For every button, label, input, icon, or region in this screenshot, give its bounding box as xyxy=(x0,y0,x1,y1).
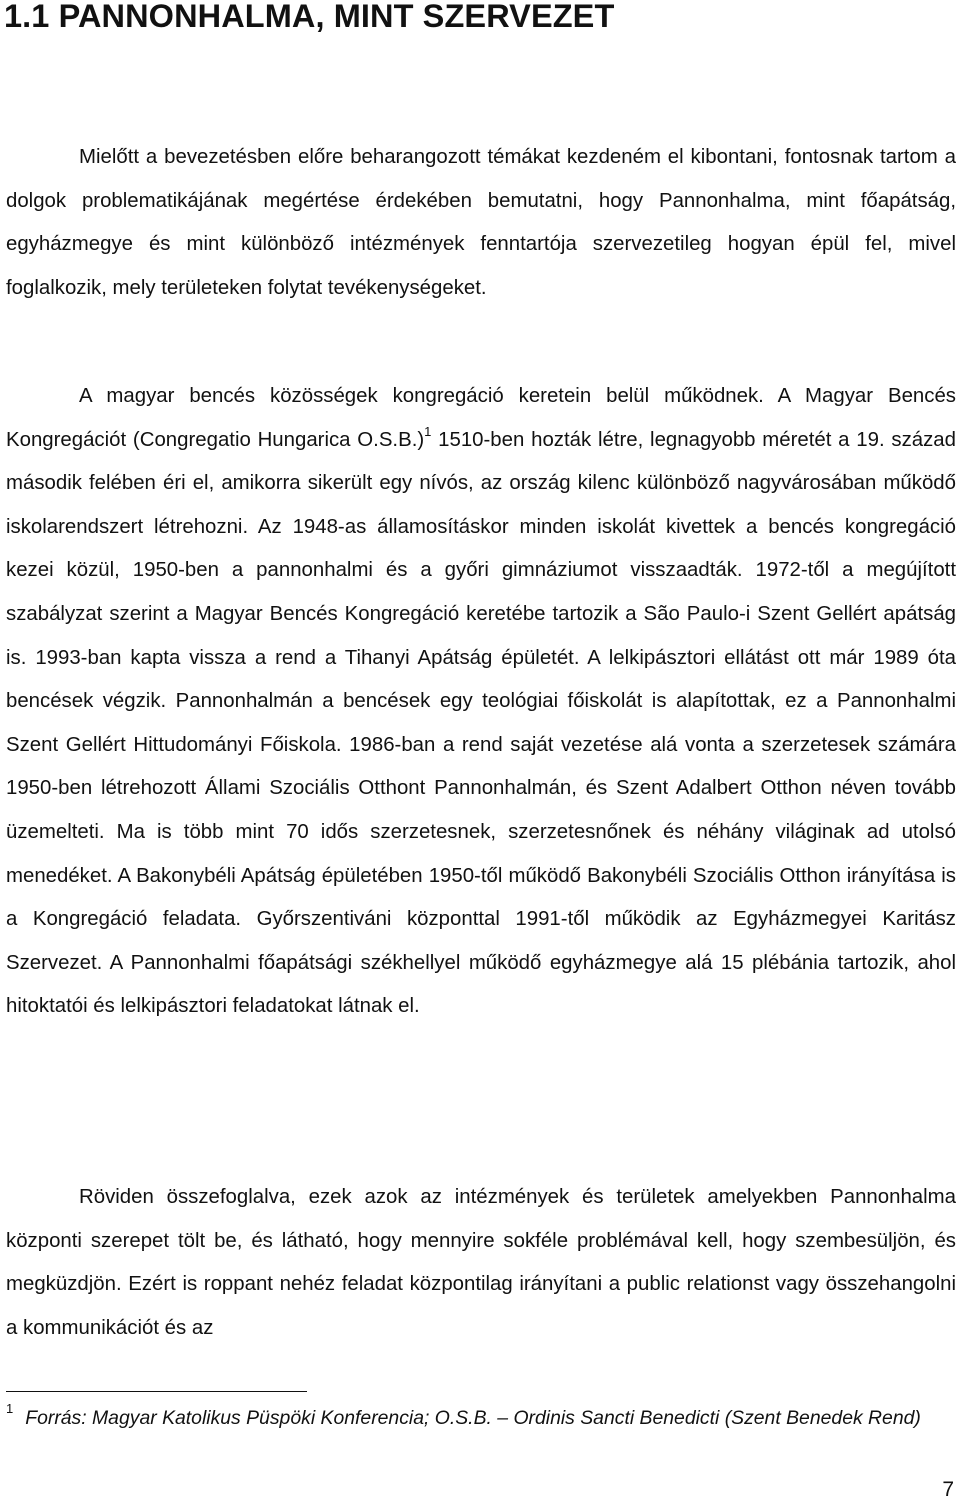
paragraph-congregation-part1: A magyar bencés közösségek kongregáció keretein belül működnek. A Magyar Bencés Kongregációt (Congregatio Hungarica O.S.B.) xyxy=(6,385,956,451)
paragraph-summary: Röviden összefoglalva, ezek azok az intézmények és területek amelyekben Pannonhalma központi szerepet tölt be, és látható, hogy mennyire sokféle problémával kell, hogy szembesüljön, és megküzdjön. Ezért is roppant nehéz feladat központilag irányítani a public relationst vagy összehangolni a kommunikációt és az xyxy=(6,1186,956,1339)
section-heading: 1.1 PANNONHALMA, MINT SZERVEZET xyxy=(4,0,615,34)
paragraph-congregation-part2: 1510-ben hozták létre, legnagyobb méretét a 19. század második felében éri el, amikorra sikerült egy nívós, az ország kilenc különböző nagyvárosában működő iskolarendszert létrehozni. Az 1948-as államosításkor minden iskolát kivettek a bencés kongregáció kezei közül, 1950-ben a pannonhalmi és a győri gimnáziumot visszaadták. 1972-től a megújított szabályzat szerint a Magyar Bencés Kongregáció keretébe tartozik a São Paulo-i Szent Gellért apátság is. 1993-ban kapta vissza a rend a Tihanyi Apátság épületét. A lelkipásztori ellátást ott már 1989 óta bencések végzik. Pannonhalmán a bencések egy teológiai főiskolát is alapítottak, ez a Pannonhalmi Szent Gellért Hittudományi Főiskola. 1986-ban a rend saját vezetése alá vonta a szerzetesek számára 1950-ben létrehozott Állami Szociális Otthont Pannonhalmán, és Szent Adalbert Otthon néven tovább üzemelteti. Ma is több mint 70 idős szerzetesnek, szerzetesnőnek és néhány világinak ad utolsó menedéket. A Bakonybéli Apátság épületében 1950-től működő Bakonybéli Szociális Otthon irányítása is a Kongregáció feladata. Győrszentiváni központtal 1991-től működik az Egyházmegyei Karitász Szervezet. A Pannonhalmi főapátsági székhellyel működő egyházmegye alá 15 plébánia tartozik, ahol hitoktatói és lelkipásztori feladatokat látnak el. xyxy=(6,428,956,1018)
footnote xyxy=(6,1400,956,1432)
footnote-text: Forrás: Magyar Katolikus Püspöki Konferencia; O.S.B. – Ordinis Sancti Benedicti (Szent Benedek Rend) xyxy=(25,1407,921,1429)
page-number: 7 xyxy=(942,1478,954,1501)
footnote-number: 1 xyxy=(6,1400,14,1416)
paragraph-congregation xyxy=(6,375,956,1029)
footnote-divider xyxy=(6,1391,307,1392)
footnote-reference: 1 xyxy=(424,423,432,439)
paragraph-intro: Mielőtt a bevezetésben előre beharangozott témákat kezdeném el kibontani, fontosnak tartom a dolgok problematikájának megértése érdekében bemutatni, hogy Pannonhalma, mint főapátság, egyházmegye és mint különböző intézmények fenntartója szervezetileg hogyan épül fel, mivel foglalkozik, mely területeken folytat tevékenységeket. xyxy=(6,146,956,299)
